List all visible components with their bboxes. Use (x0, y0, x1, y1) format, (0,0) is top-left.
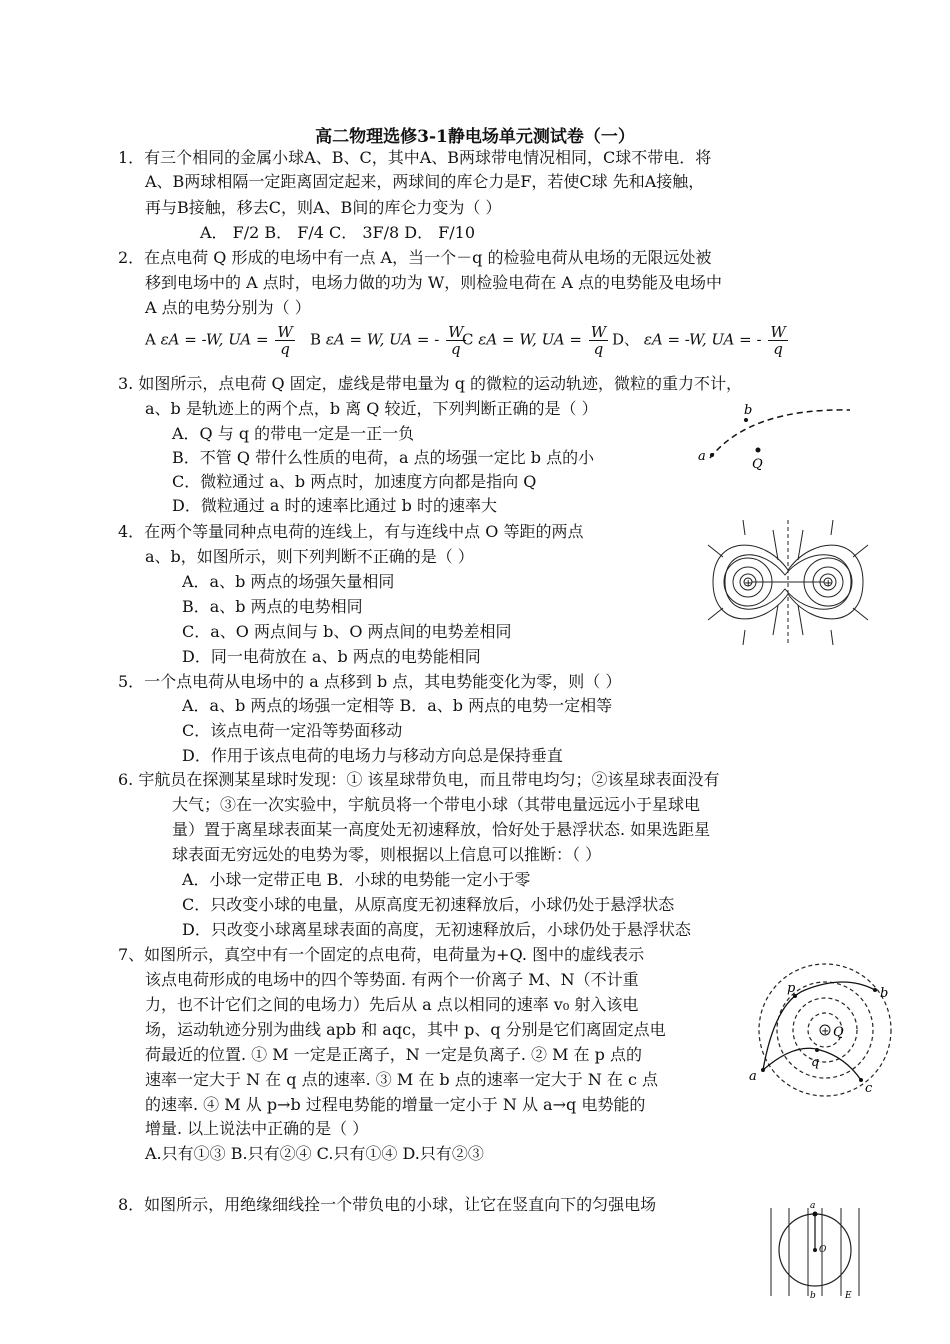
q2-option-d-label: D、 (612, 330, 640, 349)
q7-line-3: 力，也不计它们之间的电场力）先后从 a 点以相同的速率 v₀ 射入该电 (145, 995, 639, 1014)
q3-option-b: B．不管 Q 带什么性质的电荷，a 点的场强一定比 b 点的小 (172, 448, 595, 467)
svg-text:+: + (821, 1026, 830, 1037)
q7-line-5: 荷最近的位置. ① M 一定是正离子，N 一定是负离子. ② M 在 p 点的 (145, 1045, 642, 1064)
q3-option-c: C．微粒通过 a、b 两点时，加速度方向都是指向 Q (172, 472, 537, 491)
q7-line-2: 该点电荷形成的电场中的四个等势面. 有两个一价离子 M、N（不计重 (145, 970, 639, 989)
q2-option-c-expr: εA = W, UA = (478, 330, 582, 349)
q3-trajectory-figure (690, 398, 860, 478)
q2-option-d (612, 324, 790, 357)
q2-option-a-label: A (145, 330, 156, 349)
q4-line-2: a、b，如图所示，则下列判断不正确的是（ ） (145, 547, 474, 566)
q6-option-c: C．只改变小球的电量，从原高度无初速释放后，小球仍处于悬浮状态 (182, 895, 675, 914)
q3-label-a: a (698, 449, 706, 464)
q2-option-a-num: W (277, 323, 293, 341)
q7-line-8: 增量. 以上说法中正确的是（ ） (145, 1119, 369, 1138)
q7-line-7: 的速率. ④ M 从 p→b 过程电势能的增量一定小于 N 从 a→q 电势能的 (145, 1095, 646, 1114)
q2-option-b-den: q (451, 340, 461, 358)
q3-line-2: a、b 是轨迹上的两个点，b 离 Q 较近，下列判断正确的是（ ） (145, 399, 598, 418)
q6-line-1: 6. 宇航员在探测某星球时发现：① 该星球带负电，而且带电均匀；②该星球表面没有 (118, 770, 720, 789)
q1-line-2: A、B两球相隔一定距离固定起来，两球间的库仑力是F，若使C球 先和A接触， (145, 172, 705, 191)
q3-option-a: A．Q 与 q 的带电一定是一正一负 (172, 424, 415, 443)
q2-line-1: 2．在点电荷 Q 形成的电场中有一点 A，当一个－q 的检验电荷从电场的无限远处被 (118, 248, 712, 267)
q2-option-c-label: C (462, 330, 474, 349)
q2-option-a (145, 324, 297, 357)
q8-label-o: O (819, 1245, 827, 1255)
q6-option-d: D．只改变小球离星球表面的高度，无初速释放后，小球仍处于悬浮状态 (182, 920, 691, 939)
q8-label-a: a (810, 1201, 816, 1211)
q2-option-d-den: q (773, 340, 783, 358)
q2-option-b-expr: εA = W, UA = - (325, 330, 440, 349)
q7-label-b: b (880, 986, 889, 1001)
q2-option-b-num: W (448, 323, 464, 341)
q4-field-lines-figure (703, 515, 873, 650)
q5-line-1: 5．一个点电荷从电场中的 a 点移到 b 点，其电势能变化为零，则（ ） (118, 672, 622, 691)
q7-line-6: 速率一定大于 N 在 q 点的速率. ③ M 在 b 点的速率一定大于 N 在 c 点 (145, 1070, 659, 1089)
q8-label-b: b (810, 1291, 816, 1300)
q7-line-4: 场，运动轨迹分别为曲线 apb 和 aqc，其中 p、q 分别是它们离固定点电 (145, 1020, 666, 1039)
q4-option-c: C．a、O 两点间与 b、O 两点间的电势差相同 (182, 622, 512, 641)
q7-label-q: q (811, 1055, 820, 1070)
q1-line-1: 1．有三个相同的金属小球A、B、C，其中A、B两球带电情况相同，C球不带电．将 (118, 148, 712, 167)
svg-text:+: + (824, 578, 833, 589)
q3-label-b: b (744, 403, 753, 418)
q2-option-a-fraction (275, 324, 294, 357)
q7-options: A.只有①③ B.只有②④ C.只有①④ D.只有②③ (145, 1144, 484, 1163)
q3-label-q: Q (752, 457, 763, 472)
q4-option-d: D．同一电荷放在 a、b 两点的电势能相同 (182, 647, 481, 666)
q2-option-d-fraction (768, 324, 787, 357)
q3-line-1: 3. 如图所示，点电荷 Q 固定，虚线是带电量为 q 的微粒的运动轨迹，微粒的重力不计， (118, 374, 743, 393)
q4-line-1: 4．在两个等量同种点电荷的连线上，有与连线中点 O 等距的两点 (118, 522, 584, 541)
q8-field-figure (765, 1200, 865, 1300)
q6-line-2: 大气；③在一次实验中，宇航员将一个带电小球（其带电量远远小于星球电 (172, 795, 701, 814)
q7-label-Q: Q (833, 1025, 844, 1040)
q7-label-a: a (749, 1069, 757, 1084)
q2-option-a-expr: εA = -W, UA = (160, 330, 269, 349)
q2-option-a-den: q (280, 340, 290, 358)
q6-options-ab: A．小球一定带正电 B．小球的电势能一定小于零 (182, 870, 531, 889)
q7-equipotential-figure (745, 962, 905, 1102)
q6-line-3: 量）置于离星球表面某一高度处无初速释放，恰好处于悬浮状态. 如果选距星 (172, 820, 711, 839)
q2-option-b (310, 324, 468, 357)
q7-label-p: p (787, 981, 796, 996)
q2-line-3: A 点的电势分别为（ ） (145, 298, 311, 317)
q4-option-a: A．a、b 两点的场强矢量相同 (182, 572, 395, 591)
page-title: 高二物理选修3-1静电场单元测试卷（一） (315, 127, 635, 147)
q2-option-c (462, 324, 610, 357)
q1-options: A． F/2 B． F/4 C． 3F/8 D． F/10 (200, 223, 476, 242)
q2-option-b-label: B (310, 330, 322, 349)
q1-line-3: 再与B接触，移去C，则A、B间的库仑力变为（ ） (145, 198, 502, 217)
q2-option-c-num: W (590, 323, 607, 341)
q5-option-d: D．作用于该点电荷的电场力与移动方向总是保持垂直 (182, 746, 563, 765)
q5-option-c: C．该点电荷一定沿等势面移动 (182, 721, 403, 740)
q8-label-e: E (845, 1291, 852, 1300)
q8-line-1: 8．如图所示，用绝缘细线拴一个带负电的小球，让它在竖直向下的匀强电场 (118, 1195, 657, 1214)
q6-line-4: 球表面无穷远处的电势为零，则根据以上信息可以推断：（ ） (172, 845, 602, 864)
q2-option-d-expr: εA = -W, UA = - (643, 330, 762, 349)
q4-option-b: B．a、b 两点的电势相同 (182, 597, 363, 616)
q2-line-2: 移到电场中的 A 点时，电场力做的功为 W，则检验电荷在 A 点的电势能及电场中 (145, 273, 722, 292)
svg-text:+: + (744, 578, 753, 589)
q3-option-d: D．微粒通过 a 时的速率比通过 b 时的速率大 (172, 496, 497, 515)
q7-label-c: c (865, 1081, 873, 1096)
q2-option-d-num: W (770, 323, 786, 341)
q2-option-c-fraction (589, 324, 608, 357)
q7-line-1: 7、如图所示，真空中有一个固定的点电荷，电荷量为+Q. 图中的虚线表示 (118, 945, 645, 964)
q5-options-ab: A．a、b 两点的场强一定相等 B．a、b 两点的电势一定相等 (182, 696, 613, 715)
q2-option-c-den: q (593, 340, 604, 358)
